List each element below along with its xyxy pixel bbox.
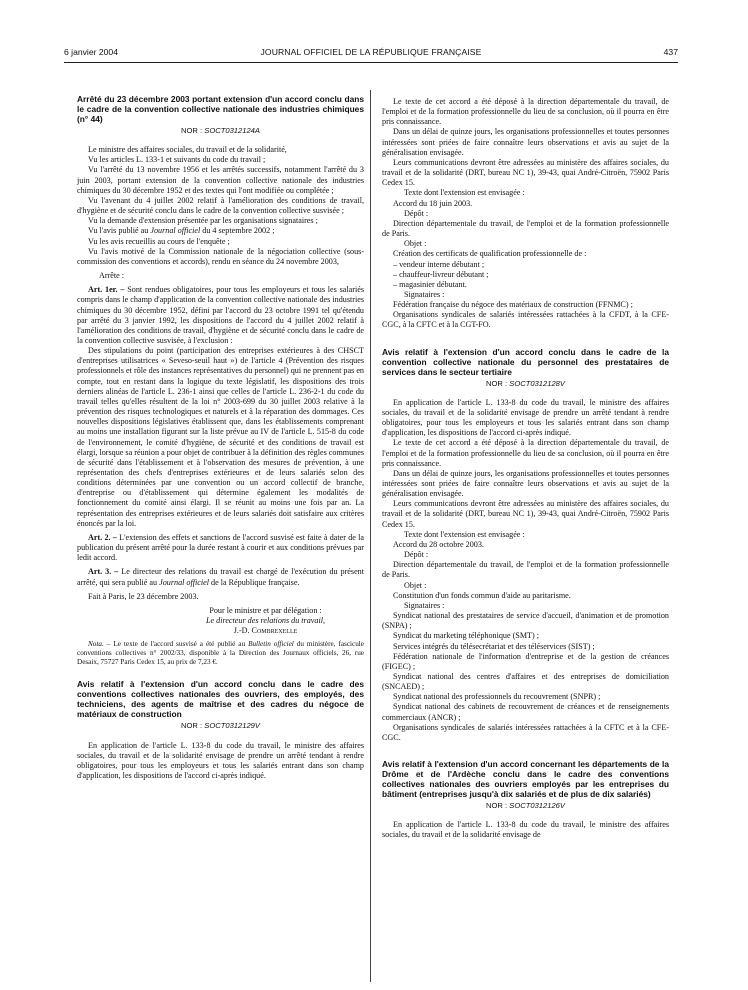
paragraph: Dans un délai de quinze jours, les organisations professionnelles et toutes personnes intéressées sont priées de faire connaître leurs observations et avis au sujet de la généralisation envisagée. [382, 127, 669, 157]
list-item: – magasinier débutant. [393, 279, 467, 289]
paragraph: Le texte de cet accord a été déposé à la direction départementale du travail, de l'emploi et de la formation professionnelle du lieu de sa conclusion, où il pourra en être pris connaissance. [382, 97, 669, 127]
page-number: 437 [663, 47, 678, 57]
paragraph: Vu les articles L. 133-1 et suivants du code du travail ; [88, 155, 266, 165]
paragraph: Création des certificats de qualification professionnelle de : [393, 249, 587, 259]
paragraph: Vu la demande d'extension présentée par les organisations signataires ; [88, 216, 318, 226]
header-rule [64, 62, 678, 63]
nor-reference: NOR : SOCT0312126V [486, 801, 565, 811]
paragraph: Vu l'avis publié au Journal officiel du 4 septembre 2002 ; [88, 226, 275, 236]
paragraph: Texte dont l'extension est envisagée : [404, 188, 525, 198]
list-item: Syndicat national des centres d'affaires et des entreprises de domiciliation (SNCAED) ; [382, 671, 669, 692]
paragraph: Leurs communications devront être adressées au ministère des affaires sociales, du travail et de la solidarité (DRT, bureau NC 1), 39-43, quai André-Citroën, 75902 Paris Cedex 15. [382, 157, 669, 188]
list-item: Organisations syndicales de salariés intéressées rattachées à la CFTC et à la CFE-CGC. [382, 722, 669, 742]
nor-reference: NOR : SOCT0312124A [181, 126, 260, 135]
list-item: Services intégrés du télésecrétariat et des téléservices (SIST) ; [393, 641, 595, 651]
paragraph: Le ministre des affaires sociales, du travail et de la solidarité, [88, 145, 287, 155]
paragraph: En application de l'article L. 133-8 du code du travail, le ministre des affaires sociales, du travail et de la solidarité envisage de [382, 820, 669, 840]
label: Objet : [404, 239, 427, 249]
fait-a: Fait à Paris, le 23 décembre 2003. [88, 591, 199, 601]
paragraph: En application de l'article L. 133-8 du code du travail, le ministre des affaires sociales, du travail et de la solidarité envisage de prendre un arrêté tendant à rendre obligatoires, pour tous les employeurs et tous les salariés entrant dans son champ d'application, les dispositions de l'accord ci-après indiqué. [77, 740, 364, 780]
nota: Nota. – Le texte de l'accord susvisé a été publié au Bulletin officiel du ministère, fascicule conventions collectives n° 2002/33, disponible à la Direction des Journaux officiels, 26, rue Desaix, 75727 Paris Cedex 15, au prix de 7,23 €. [77, 640, 364, 667]
list-item: Syndicat du marketing téléphonique (SMT) ; [393, 631, 539, 641]
arrete-label: Arrête : [99, 271, 125, 281]
paragraph: Vu l'avenant du 4 juillet 2002 relatif à l'amélioration des conditions de travail, d'hygiène et de sécurité conclu dans le cadre de la convention collective susvisée ; [77, 195, 364, 216]
paragraph: Vu l'arrêté du 13 novembre 1956 et les arrêtés successifs, notamment l'arrêté du 3 juin 2003, portant extension de la convention collective nationale des industries chimiques du 30 décembre 1952 et des textes qui l'ont modifiée ou complétée ; [77, 165, 364, 195]
issue-date: 6 janvier 2004 [64, 47, 118, 57]
article-3: Art. 3. – Le directeur des relations du travail est chargé de l'exécution du présent arrêté, qui sera publié au Journal officiel de la République française. [77, 567, 365, 587]
paragraph: Accord du 18 juin 2003. [393, 198, 473, 208]
article-2: Art. 2. – L'extension des effets et sanctions de l'accord susvisé est faite à dater de la publication du présent arrêté pour la durée restant à courir et aux conditions prévues par ledit accord. [77, 532, 364, 563]
signature-line: Pour le ministre et par délégation : [209, 605, 322, 615]
paragraph: Organisations syndicales de salariés intéressées rattachées à la CFDT, à la CFE-CGC, à la CFTC et à la CGT-FO. [382, 310, 669, 330]
label: Objet : [404, 580, 427, 590]
label: Signataires : [404, 600, 445, 610]
journal-title: JOURNAL OFFICIEL DE LA RÉPUBLIQUE FRANÇAISE [260, 47, 482, 57]
page-header [64, 47, 678, 61]
article-1: Art. 1er. – Sont rendues obligatoires, pour tous les employeurs et tous les salariés compris dans le champ d'application de la convention collective nationale des industries chimiques du 30 décembre 1952, défini par l'accord du 23 octobre 1991 tel qu'étendu par arrêté du 3 janvier 1992, les dispositions de l'accord du 4 juillet 2002 relatif à l'amélioration des conditions de travail, d'hygiène et de sécurité conclu dans le cadre de la convention collective susvisée, à l'exclusion : [77, 285, 364, 345]
paragraph: Texte dont l'extension est envisagée : [404, 529, 525, 539]
paragraph: Constitution d'un fonds commun d'aide au paritarisme. [393, 590, 571, 600]
list-item: Syndicat national des professionnels du recouvrement (SNPR) ; [393, 692, 601, 702]
label: Signataires : [404, 289, 445, 299]
left-column [77, 94, 364, 781]
list-item: – vendeur interne débutant ; [393, 259, 485, 269]
paragraph: Fédération française du négoce des matériaux de construction (FFNMC) ; [393, 300, 633, 310]
right-column [382, 97, 669, 841]
signatory-name: J.-D. Combrexelle [233, 626, 298, 636]
paragraph: Des stipulations du point (participation des entreprises extérieures à des CHSCT d'entreprises utilisatrices « Seveso-seuil haut ») de l'article 4 (Prévention des risques professionnels et rôle des instances représentatives du personnel) qui ne prennent pas en compte, tout en restant dans la logique du texte législatif, les dispositions des trois derniers alinéas de l'article L. 236-1 ainsi que celles de l'article L. 236-2-1 du code du travail telles qu'elles résultent de la loi n° 2003-699 du 30 juillet 2003 relative à la prévention des risques technologiques et naturels et à la réparation des dommages. Ces nouvelles dispositions législatives établissent que, dans les établissements comprenant au moins une installation figurant sur la liste prévue au IV de l'article L. 515-8 du code de l'environnement, le comité d'hygiène, de sécurité et des conditions de travail est élargi, lorsque sa réunion a pour objet de contribuer à la définition des règles communes de sécurité dans l'établissement et à l'observation des mesures de prévention, à une représentation des chefs d'entreprises extérieures et de leurs salariés selon des conditions déterminées par une convention ou un accord collectif de branche, d'entreprise ou d'établissement qui détermine également les modalités de fonctionnement du comité ainsi élargi. Il se réunit au moins une fois par an. La représentation des entreprises extérieures et de leurs salariés doit satisfaire aux critères énoncés par la loi. [77, 346, 364, 528]
paragraph: Direction départementale du travail, de l'emploi et de la formation professionnelle de Paris. [382, 218, 669, 239]
label: Dépôt : [404, 550, 429, 560]
paragraph: En application de l'article L. 133-8 du code du travail, le ministre des affaires sociales, du travail et de la solidarité envisage de prendre un arrêté tendant à rendre obligatoires, pour tous les employeurs et tous les salariés entrant dans son champ d'application, les dispositions de l'accord ci-après indiqué. [382, 397, 669, 438]
list-item: Syndicat national des prestataires de service d'accueil, d'animation et de promotion (SNPA) ; [382, 611, 669, 631]
paragraph: Le texte de cet accord a été déposé à la direction départementale du travail, de l'emploi et de la formation professionnelle du lieu de sa conclusion, où il pourra en être pris connaissance. [382, 438, 669, 468]
nor-reference: NOR : SOCT0312129V [181, 721, 260, 731]
article-title: Avis relatif à l'extension d'un accord conclu dans le cadre de la convention collective nationale du personnel des prestataires de services dans le secteur tertiaire [382, 346, 669, 377]
paragraph: Leurs communications devront être adressées au ministère des affaires sociales, du travail et de la solidarité (DRT, bureau NC 1), 39-43, quai André-Citroën, 75902 Paris Cedex 15. [382, 499, 669, 529]
paragraph: Dans un délai de quinze jours, les organisations professionnelles et toutes personnes intéressées sont priées de faire connaître leurs observations et avis au sujet de la généralisation envisagée. [382, 468, 669, 499]
article-title: Avis relatif à l'extension d'un accord conclu dans le cadre des conventions collectives nationales des ouvriers, des employés, des techniciens, des agents de maîtrise et des cadres du négoce de matériaux de construction [77, 679, 364, 720]
list-item: – chauffeur-livreur débutant ; [393, 269, 489, 279]
paragraph: Accord du 28 octobre 2003. [393, 539, 484, 549]
article-title: Arrêté du 23 décembre 2003 portant extension d'un accord conclu dans le cadre de la convention collective nationale des industries chimiques (n° 44) [77, 94, 364, 124]
column-divider [370, 90, 371, 982]
paragraph: Vu l'avis motivé de la Commission nationale de la négociation collective (sous-commission des conventions et accords), rendu en séance du 24 novembre 2003, [77, 246, 364, 266]
paragraph: Vu les avis recueillis au cours de l'enquête ; [88, 236, 230, 246]
paragraph: Direction départementale du travail, de l'emploi et de la formation professionnelle de Paris. [382, 560, 669, 580]
list-item: Syndicat national des cabinets de recouvrement de créances et de renseignements commerciaux (ANCR) ; [382, 702, 669, 722]
signature-title: Le directeur des relations du travail, [205, 616, 325, 626]
label: Dépôt : [404, 208, 429, 218]
list-item: Fédération nationale de l'information d'entreprise et de la gestion de créances (FIGEC) ; [382, 651, 669, 671]
nor-reference: NOR : SOCT0312128V [486, 378, 565, 388]
article-title: Avis relatif à l'extension d'un accord concernant les départements de la Drôme et de l'Ardèche conclu dans le cadre des conventions collectives nationales des ouvriers employés par les entreprises du bâtiment (entreprises jusqu'à dix salariés et de plus de dix salariés) [382, 759, 669, 800]
